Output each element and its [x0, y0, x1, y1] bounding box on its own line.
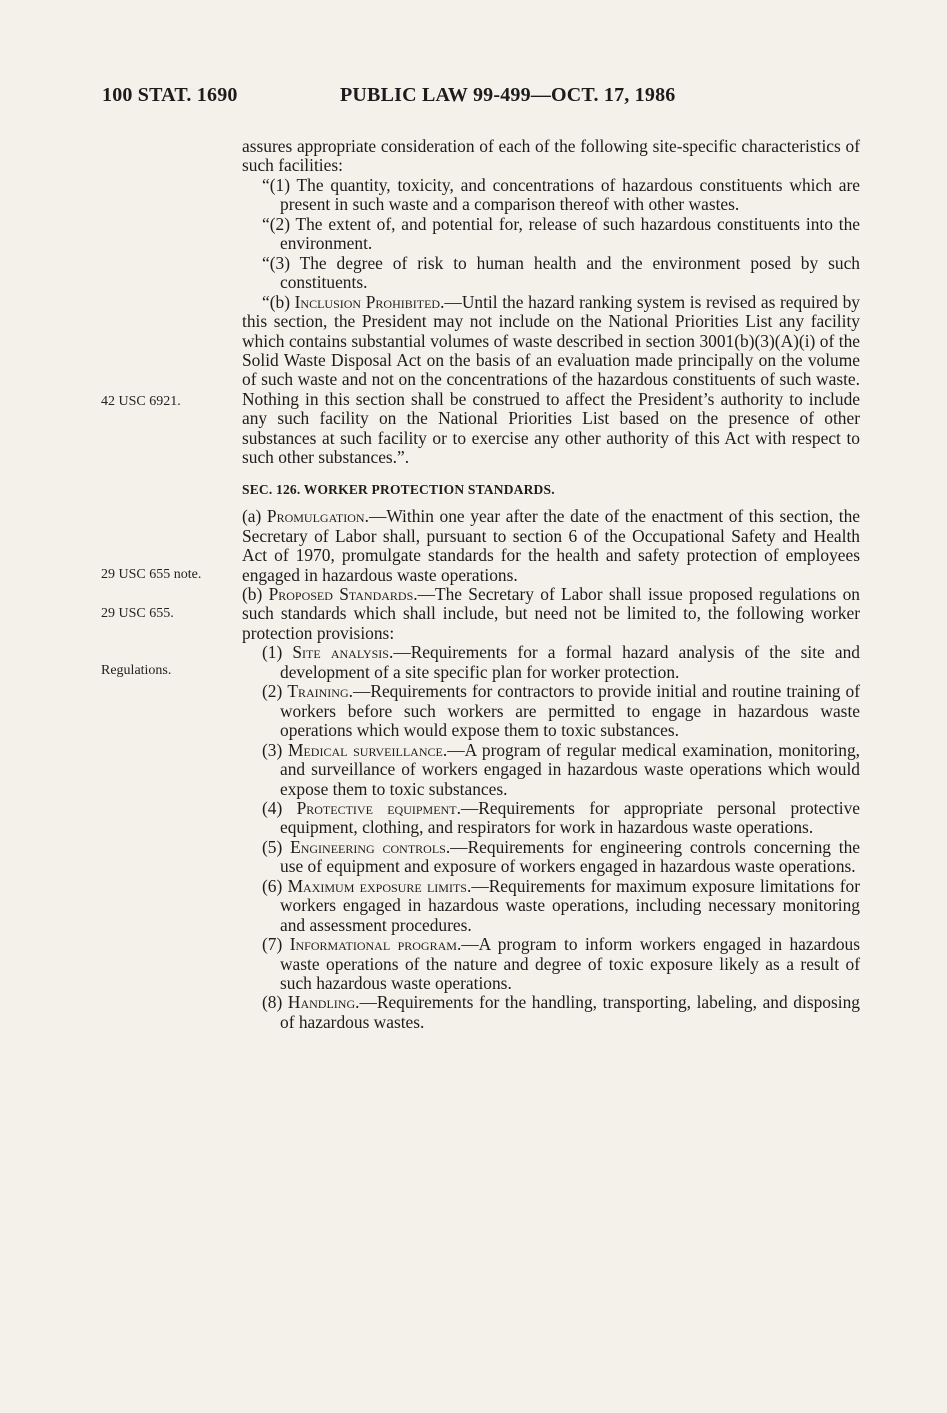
provision-2-training [242, 682, 860, 740]
list-item-3: “(3) The degree of risk to human health and the environment posed by such constituents. [262, 252, 860, 293]
provision-heading: Protective equipment [296, 797, 457, 818]
provision-prefix: (5) [262, 836, 291, 857]
para-b-text: .—The Secretary of Labor shall issue proposed regulations on such standards which shall include, but need not be limited to, the following worker protection provisions: [242, 583, 860, 643]
section-126-heading: SEC. 126. WORKER PROTECTION STANDARDS. [242, 481, 555, 497]
margin-note-usc-655-note: 29 USC 655 note. [101, 567, 202, 582]
provision-heading: Medical surveillance [287, 739, 443, 760]
provision-text: .—Requirements for engineering controls concerning the use of equipment and exposure of workers engaged in hazardous waste operations. [280, 836, 860, 877]
para-a-text: .—Within one year after the date of the enactment of this section, the Secretary of Labor shall, pursuant to section 6 of the Occupational Safety and Health Act of 1970, promulgate standards for the health and safety protection of employees engaged in hazardous waste operations. [242, 506, 861, 585]
provision-heading: Site analysis [292, 642, 389, 663]
provision-text: .—Requirements for maximum exposure limitations for workers engaged in hazardous waste operations, including necessary monitoring and assessment procedures. [280, 875, 860, 935]
provision-heading: Informational program [289, 934, 457, 955]
subsection-b-prefix: “(b) [262, 291, 295, 312]
subsection-b-heading: Inclusion Prohibited [294, 291, 441, 312]
provision-prefix: (6) [262, 875, 288, 896]
para-a-prefix: (a) [242, 506, 267, 527]
subsection-b-inclusion-prohibited [242, 293, 860, 468]
subsection-b-text: .—Until the hazard ranking system is revised as required by this section, the President may not include on the National Priorities List any facility which contains substantial volumes of waste described in section 3001(b)(3)(A)(i) of the Solid Waste Disposal Act on the basis of an evaluation made principally on the volume of such waste and not on the concentrations of the hazardous constituents of such waste. Nothing in this section shall be construed to affect the President’s authority to include any such facility on the National Priorities List based on the presence of other substances at such facility or to exercise any other authority of this Act with respect to such other substances.”. [242, 291, 860, 468]
provision-6-maximum-exposure-limits [242, 877, 860, 935]
provision-3-medical-surveillance [242, 741, 860, 799]
stat-reference: 100 STAT. 1690 [102, 84, 238, 106]
provision-prefix: (1) [262, 642, 293, 663]
provision-prefix: (2) [262, 681, 288, 702]
provision-heading: Engineering controls [290, 836, 446, 857]
margin-note-regulations: Regulations. [101, 663, 172, 678]
provision-8-handling [242, 993, 860, 1032]
provision-prefix: (8) [262, 992, 288, 1013]
list-item-2: “(2) The extent of, and potential for, release of such hazardous constituents into the environment. [262, 213, 860, 254]
provision-text: .—Requirements for contractors to provide initial and routine training of workers before such workers are permitted to engage in hazardous waste operations which would expose them to toxic substances. [280, 681, 860, 741]
para-b-prefix: (b) [242, 583, 269, 604]
main-text [242, 137, 860, 1032]
provision-prefix: (7) [262, 934, 290, 955]
provision-4-protective-equipment [242, 799, 860, 838]
provision-heading: Maximum exposure limits [287, 875, 467, 896]
running-head [0, 84, 947, 114]
provision-text: .—A program to inform workers engaged in hazardous waste operations of the nature and degree of toxic exposure likely as a result of such hazardous waste operations. [280, 934, 860, 994]
provision-prefix: (4) [262, 797, 297, 818]
opening-paragraph: assures appropriate consideration of each of the following site-specific characteristics of such facilities: [242, 136, 860, 176]
provision-heading: Handling [287, 992, 356, 1013]
provision-text: .—A program of regular medical examination, monitoring, and surveillance of workers engaged in hazardous waste operations which would expose them to toxic substances. [280, 739, 860, 799]
margin-note-usc-6921: 42 USC 6921. [101, 394, 181, 409]
provision-5-engineering-controls [242, 838, 860, 877]
provision-text: .—Requirements for a formal hazard analysis of the site and development of a site specific plan for worker protection. [280, 642, 860, 682]
provision-text: .—Requirements for the handling, transporting, labeling, and disposing of hazardous wastes. [280, 992, 860, 1032]
provision-1-site-analysis [242, 643, 860, 682]
provision-text: .—Requirements for appropriate personal protective equipment, clothing, and respirators for work in hazardous waste operations. [280, 797, 860, 838]
provision-7-informational-program [242, 935, 860, 993]
list-item-1: “(1) The quantity, toxicity, and concentrations of hazardous constituents which are present in such waste and a comparison thereof with other wastes. [262, 174, 860, 215]
paragraph-b-proposed-standards [242, 585, 860, 643]
provision-prefix: (3) [262, 739, 288, 760]
paragraph-a-promulgation [242, 507, 860, 585]
para-b-heading: Proposed Standards [268, 583, 414, 604]
margin-note-usc-655: 29 USC 655. [101, 606, 174, 621]
provision-heading: Training [287, 681, 349, 702]
law-title: PUBLIC LAW 99-499—OCT. 17, 1986 [340, 84, 676, 106]
para-a-heading: Promulgation [266, 506, 365, 527]
